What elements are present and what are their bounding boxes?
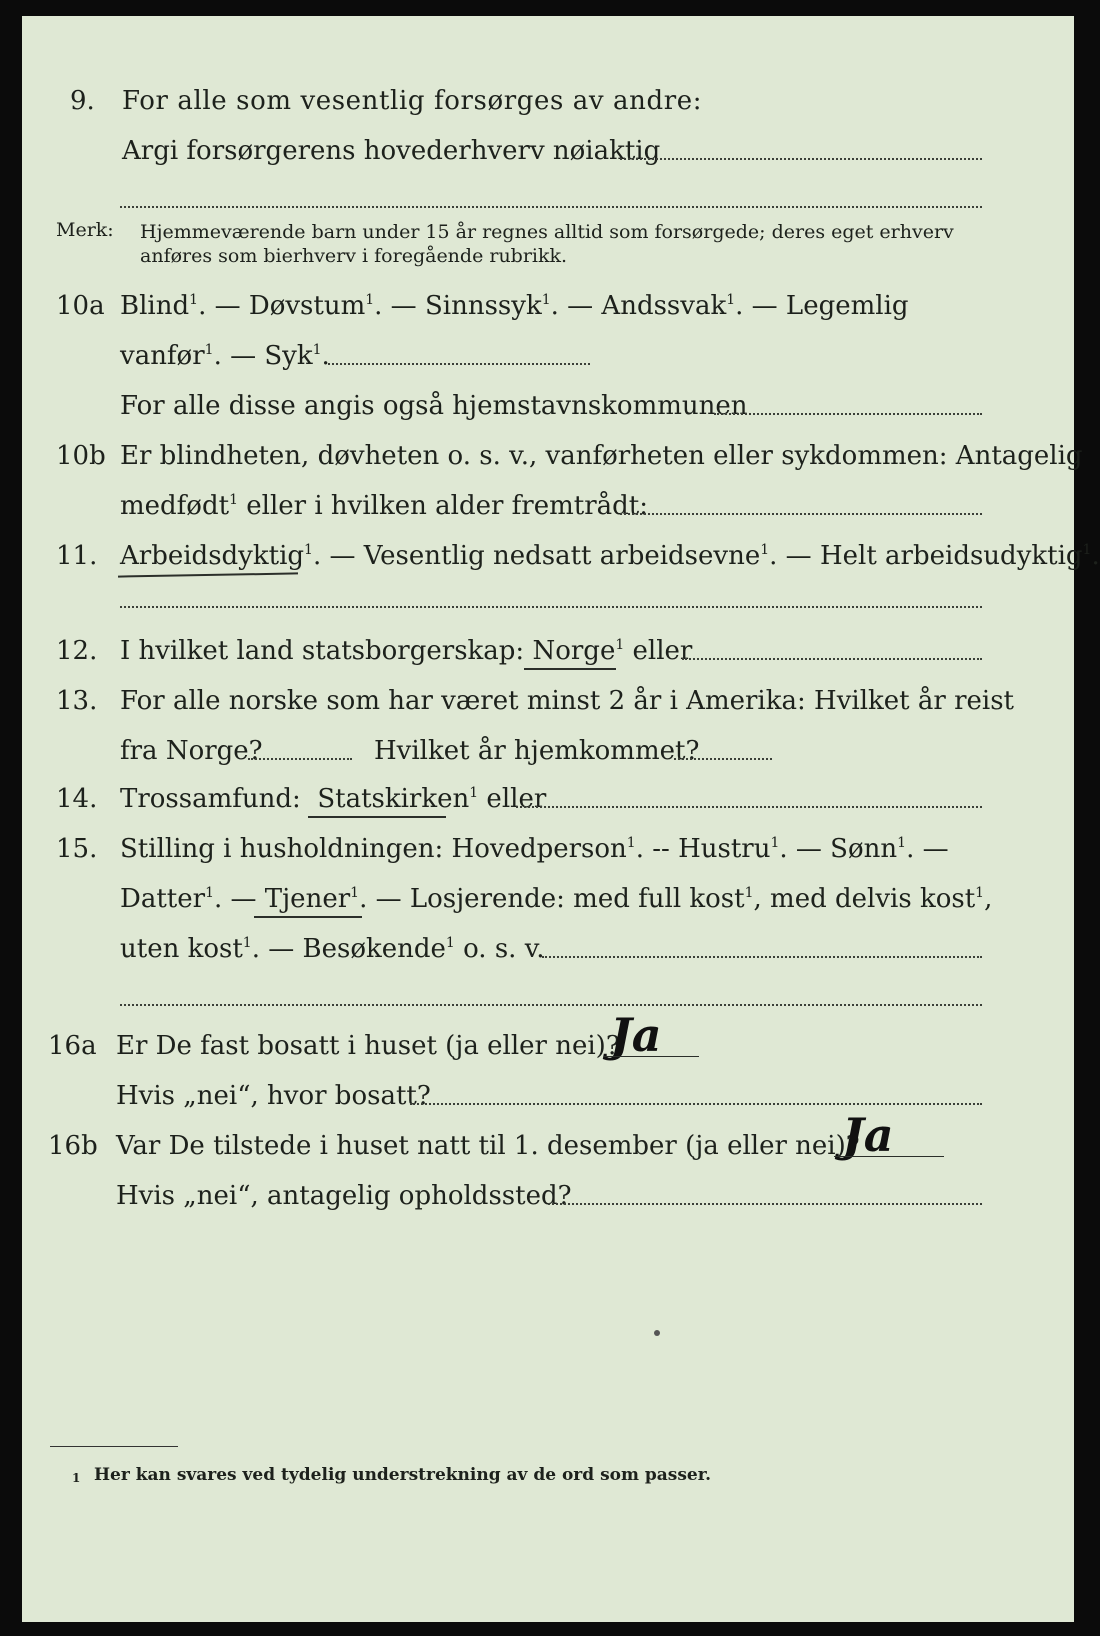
question-15-line3: uten kost$^1$. — Besøkende$^1$ o. s. v.: [120, 934, 545, 964]
handwritten-underline-norge: [524, 668, 616, 670]
answer-line-9b: [120, 206, 982, 208]
question-16b-line1: Var De tilstede i huset natt til 1. desember (ja eller nei)?: [116, 1131, 860, 1161]
answer-line-10a-hjemstavn: [714, 413, 982, 415]
question-10a-line3: For alle disse angis også hjemstavnskommunen: [120, 391, 748, 421]
question-16a-number: 16a: [48, 1031, 97, 1061]
paper-speck: [654, 1330, 660, 1336]
option-tjener: Tjener: [264, 884, 351, 914]
handwritten-underline-statskirken: [308, 816, 446, 818]
question-12-number: 12.: [56, 636, 98, 666]
question-16b-number: 16b: [48, 1131, 98, 1161]
question-13-line2a: fra Norge?: [120, 736, 263, 766]
question-10a-line2: vanfør$^1$. — Syk$^1$.: [120, 341, 330, 371]
question-11-line: Arbeidsdyktig$^1$. — Vesentlig nedsatt arbeidsevne$^1$. — Helt arbeidsudyktig$^1$.: [120, 541, 1100, 571]
question-15-number: 15.: [56, 834, 98, 864]
answer-line-14: [516, 806, 982, 808]
option-arbeidsdyktig: Arbeidsdyktig: [120, 541, 305, 571]
footnote-mark: 1: [72, 1471, 81, 1485]
answer-line-9a: [620, 158, 982, 160]
answer-line-16b: [834, 1156, 944, 1157]
question-10b-line1: Er blindheten, døvheten o. s. v., vanførheten eller sykdommen: Antagelig: [120, 441, 1083, 471]
handwritten-answer-16a: Ja: [610, 1008, 662, 1062]
answer-line-13-reist: [248, 758, 352, 760]
option-statskirken: Statskirken: [317, 784, 470, 814]
question-14-line: Trossamfund: Statskirken$^1$ eller: [120, 784, 547, 814]
question-11-number: 11.: [56, 541, 98, 571]
question-13-number: 13.: [56, 686, 98, 716]
footnote-text: Her kan svares ved tydelig understrekning av de ord som passer.: [94, 1465, 712, 1485]
question-15-line1: Stilling i husholdningen: Hovedperson$^1$. -- Hustru$^1$. — Sønn$^1$. —: [120, 834, 949, 864]
merk-label: Merk:: [56, 219, 114, 241]
question-12-line: I hvilket land statsborgerskap: Norge$^1$ eller: [120, 636, 693, 666]
answer-line-16a: [604, 1056, 699, 1057]
answer-line-12: [682, 658, 982, 660]
option-blind: Blind: [120, 291, 190, 321]
answer-line-11: [120, 606, 982, 608]
question-10b-number: 10b: [56, 441, 106, 471]
census-form-page: [22, 16, 1100, 1622]
question-10a-number: 10a: [56, 291, 105, 321]
question-16b-line2: Hvis „nei“, antagelig opholdssted?: [116, 1181, 572, 1211]
answer-line-15a: [542, 956, 982, 958]
answer-line-13-hjemkommet: [674, 758, 772, 760]
question-13-line1: For alle norske som har været minst 2 år i Amerika: Hvilket år reist: [120, 686, 1014, 716]
footnote-rule: [50, 1446, 178, 1447]
answer-line-16a-bosatt: [410, 1103, 982, 1105]
question-14-number: 14.: [56, 784, 98, 814]
question-9-line2: Argi forsørgerens hovederhverv nøiaktig: [122, 136, 661, 166]
handwritten-underline-tjener: [254, 916, 362, 918]
merk-line2: anføres som bierhverv i foregående rubrikk.: [140, 245, 568, 267]
handwritten-underline-arbeidsdyktig: [118, 572, 298, 577]
question-16a-line1: Er De fast bosatt i huset (ja eller nei)?: [116, 1031, 620, 1061]
option-norge: Norge: [532, 636, 616, 666]
handwritten-answer-16b: Ja: [842, 1108, 894, 1162]
answer-line-10b: [620, 513, 982, 515]
question-10a-line1: Blind$^1$. — Døvstum$^1$. — Sinnssyk$^1$. — Andssvak$^1$. — Legemlig: [120, 291, 909, 321]
question-10b-line2: medfødt$^1$ eller i hvilken alder fremtrådt:: [120, 491, 649, 521]
merk-line1: Hjemmeværende barn under 15 år regnes alltid som forsørgede; deres eget erhverv: [140, 221, 954, 243]
question-16a-line2: Hvis „nei“, hvor bosatt?: [116, 1081, 431, 1111]
question-9-line1: For alle som vesentlig forsørges av andre:: [122, 86, 703, 116]
question-13-line2b: Hvilket år hjemkommet?: [374, 736, 700, 766]
question-9-number: 9.: [70, 86, 95, 116]
answer-line-15b: [120, 1004, 982, 1006]
answer-line-10a-syk: [328, 363, 590, 365]
question-15-line2: Datter$^1$. — Tjener$^1$. — Losjerende: med full kost$^1$, med delvis kost$^1$,: [120, 884, 993, 914]
answer-line-16b-opholdssted: [548, 1203, 982, 1205]
